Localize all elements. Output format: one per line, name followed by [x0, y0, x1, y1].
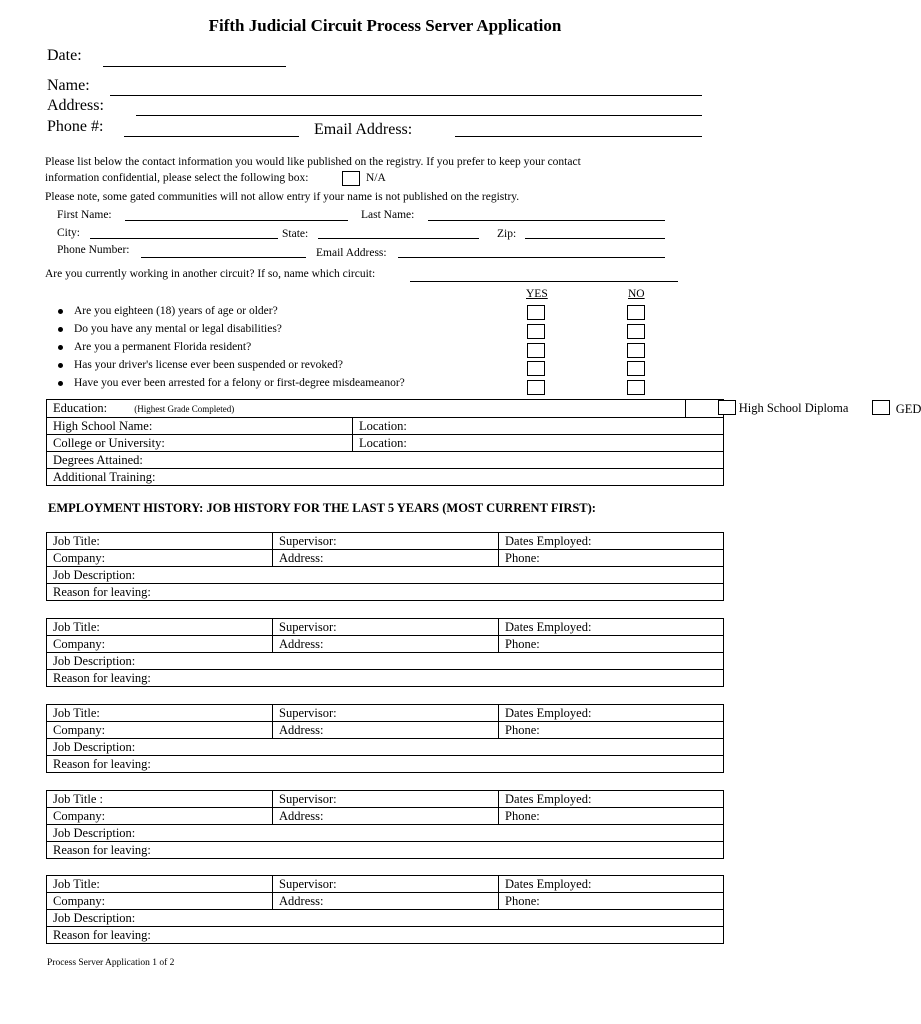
- date-field[interactable]: [103, 66, 286, 67]
- education-table: [46, 399, 921, 486]
- registry-notice-line2: information confidential, please select the following box:: [45, 172, 309, 184]
- employer-phone-cell[interactable]: Phone:: [499, 636, 724, 653]
- email-label: Email Address:: [314, 121, 413, 138]
- degrees-cell[interactable]: Degrees Attained:: [47, 452, 724, 469]
- job-description-cell[interactable]: Job Description:: [47, 825, 724, 842]
- last-name-label: Last Name:: [361, 209, 415, 221]
- q3-no-checkbox[interactable]: [627, 343, 645, 358]
- phone-number-field[interactable]: [141, 257, 306, 258]
- registry-email-field[interactable]: [398, 257, 665, 258]
- college-location-cell[interactable]: Location:: [353, 435, 724, 452]
- reason-leaving-cell[interactable]: Reason for leaving:: [47, 756, 724, 773]
- yes-header: YES: [526, 288, 548, 300]
- reason-leaving-cell[interactable]: Reason for leaving:: [47, 927, 724, 944]
- ged-label: GED: [895, 402, 921, 416]
- address-field[interactable]: [136, 115, 702, 116]
- job-title-cell[interactable]: Job Title:: [47, 876, 273, 893]
- job-description-cell[interactable]: Job Description:: [47, 910, 724, 927]
- q1-yes-checkbox[interactable]: [527, 305, 545, 320]
- q5-no-checkbox[interactable]: [627, 380, 645, 395]
- employer-phone-cell[interactable]: Phone:: [499, 893, 724, 910]
- na-checkbox[interactable]: [342, 171, 360, 186]
- employment-heading: EMPLOYMENT HISTORY: JOB HISTORY FOR THE LAST 5 YEARS (MOST CURRENT FIRST):: [48, 501, 596, 515]
- city-label: City:: [57, 227, 81, 239]
- employer-address-cell[interactable]: Address:: [273, 808, 499, 825]
- job-title-cell[interactable]: Job Title:: [47, 619, 273, 636]
- address-label: Address:: [47, 97, 104, 114]
- supervisor-cell[interactable]: Supervisor:: [273, 791, 499, 808]
- dates-employed-cell[interactable]: Dates Employed:: [499, 619, 724, 636]
- question-item: Has your driver's license ever been suspended or revoked?: [56, 356, 405, 374]
- employment-block: [46, 875, 724, 944]
- reason-leaving-cell[interactable]: Reason for leaving:: [47, 670, 724, 687]
- education-options-cell: [685, 400, 921, 418]
- supervisor-cell[interactable]: Supervisor:: [273, 619, 499, 636]
- employer-phone-cell[interactable]: Phone:: [499, 550, 724, 567]
- question-list: [56, 302, 405, 392]
- city-field[interactable]: [90, 238, 278, 239]
- employer-address-cell[interactable]: Address:: [273, 722, 499, 739]
- employer-address-cell[interactable]: Address:: [273, 550, 499, 567]
- job-title-cell[interactable]: Job Title:: [47, 705, 273, 722]
- education-label: Education:: [53, 401, 108, 415]
- question-item: Are you eighteen (18) years of age or older?: [56, 302, 405, 320]
- job-title-cell[interactable]: Job Title:: [47, 533, 273, 550]
- dates-employed-cell[interactable]: Dates Employed:: [499, 705, 724, 722]
- bullet-icon: [58, 309, 63, 314]
- job-description-cell[interactable]: Job Description:: [47, 653, 724, 670]
- q4-no-checkbox[interactable]: [627, 361, 645, 376]
- education-header-cell: [47, 400, 686, 418]
- employer-phone-cell[interactable]: Phone:: [499, 808, 724, 825]
- email-field[interactable]: [455, 136, 702, 137]
- q2-yes-checkbox[interactable]: [527, 324, 545, 339]
- supervisor-cell[interactable]: Supervisor:: [273, 533, 499, 550]
- no-header: NO: [628, 288, 645, 300]
- state-label: State:: [282, 228, 309, 240]
- hs-location-cell[interactable]: Location:: [353, 418, 724, 435]
- first-name-field[interactable]: [125, 220, 348, 221]
- zip-label: Zip:: [497, 228, 517, 240]
- first-name-label: First Name:: [57, 209, 112, 221]
- education-hint: (Highest Grade Completed): [134, 404, 235, 414]
- employer-phone-cell[interactable]: Phone:: [499, 722, 724, 739]
- question-item: Are you a permanent Florida resident?: [56, 338, 405, 356]
- reason-leaving-cell[interactable]: Reason for leaving:: [47, 842, 724, 859]
- reason-leaving-cell[interactable]: Reason for leaving:: [47, 584, 724, 601]
- q5-yes-checkbox[interactable]: [527, 380, 545, 395]
- employment-block: [46, 704, 724, 773]
- page-title: Fifth Judicial Circuit Process Server Application: [208, 16, 562, 35]
- bullet-icon: [58, 327, 63, 332]
- registry-notice-line1: Please list below the contact information you would like published on the registry. If you prefer to keep your contact: [45, 156, 581, 168]
- ged-checkbox[interactable]: [872, 400, 890, 415]
- zip-field[interactable]: [525, 238, 665, 239]
- bullet-icon: [58, 363, 63, 368]
- company-cell[interactable]: Company:: [47, 893, 273, 910]
- name-label: Name:: [47, 77, 90, 94]
- company-cell[interactable]: Company:: [47, 550, 273, 567]
- q2-no-checkbox[interactable]: [627, 324, 645, 339]
- footer-page-number: Process Server Application 1 of 2: [47, 958, 175, 968]
- hs-diploma-checkbox[interactable]: [718, 400, 736, 415]
- state-field[interactable]: [318, 238, 479, 239]
- bullet-icon: [58, 345, 63, 350]
- supervisor-cell[interactable]: Supervisor:: [273, 705, 499, 722]
- college-cell[interactable]: College or University:: [47, 435, 353, 452]
- dates-employed-cell[interactable]: Dates Employed:: [499, 533, 724, 550]
- training-cell[interactable]: Additional Training:: [47, 469, 724, 486]
- other-circuit-field[interactable]: [410, 281, 678, 282]
- employer-address-cell[interactable]: Address:: [273, 893, 499, 910]
- phone-label: Phone #:: [47, 118, 104, 135]
- supervisor-cell[interactable]: Supervisor:: [273, 876, 499, 893]
- gated-notice: Please note, some gated communities will not allow entry if your name is not published on the registry.: [45, 191, 520, 203]
- employment-block: [46, 618, 724, 687]
- job-description-cell[interactable]: Job Description:: [47, 567, 724, 584]
- employer-address-cell[interactable]: Address:: [273, 636, 499, 653]
- other-circuit-label: Are you currently working in another circuit? If so, name which circuit:: [45, 268, 376, 280]
- job-description-cell[interactable]: Job Description:: [47, 739, 724, 756]
- date-label: Date:: [47, 47, 82, 64]
- registry-email-label: Email Address:: [316, 247, 387, 259]
- employment-block: [46, 532, 724, 601]
- phone-number-label: Phone Number:: [57, 244, 130, 256]
- company-cell[interactable]: Company:: [47, 636, 273, 653]
- employment-block: [46, 790, 724, 859]
- dates-employed-cell[interactable]: Dates Employed:: [499, 876, 724, 893]
- phone-field[interactable]: [124, 136, 299, 137]
- na-label: N/A: [366, 172, 386, 184]
- q3-yes-checkbox[interactable]: [527, 343, 545, 358]
- dates-employed-cell[interactable]: Dates Employed:: [499, 791, 724, 808]
- question-item: Do you have any mental or legal disabilities?: [56, 320, 405, 338]
- hs-name-cell[interactable]: High School Name:: [47, 418, 353, 435]
- last-name-field[interactable]: [428, 220, 665, 221]
- hs-diploma-label: High School Diploma: [738, 401, 849, 415]
- name-field[interactable]: [110, 95, 702, 96]
- q1-no-checkbox[interactable]: [627, 305, 645, 320]
- company-cell[interactable]: Company:: [47, 722, 273, 739]
- job-title-cell[interactable]: Job Title :: [47, 791, 273, 808]
- q4-yes-checkbox[interactable]: [527, 361, 545, 376]
- bullet-icon: [58, 381, 63, 386]
- company-cell[interactable]: Company:: [47, 808, 273, 825]
- question-item: Have you ever been arrested for a felony or first-degree misdeameanor?: [56, 374, 405, 392]
